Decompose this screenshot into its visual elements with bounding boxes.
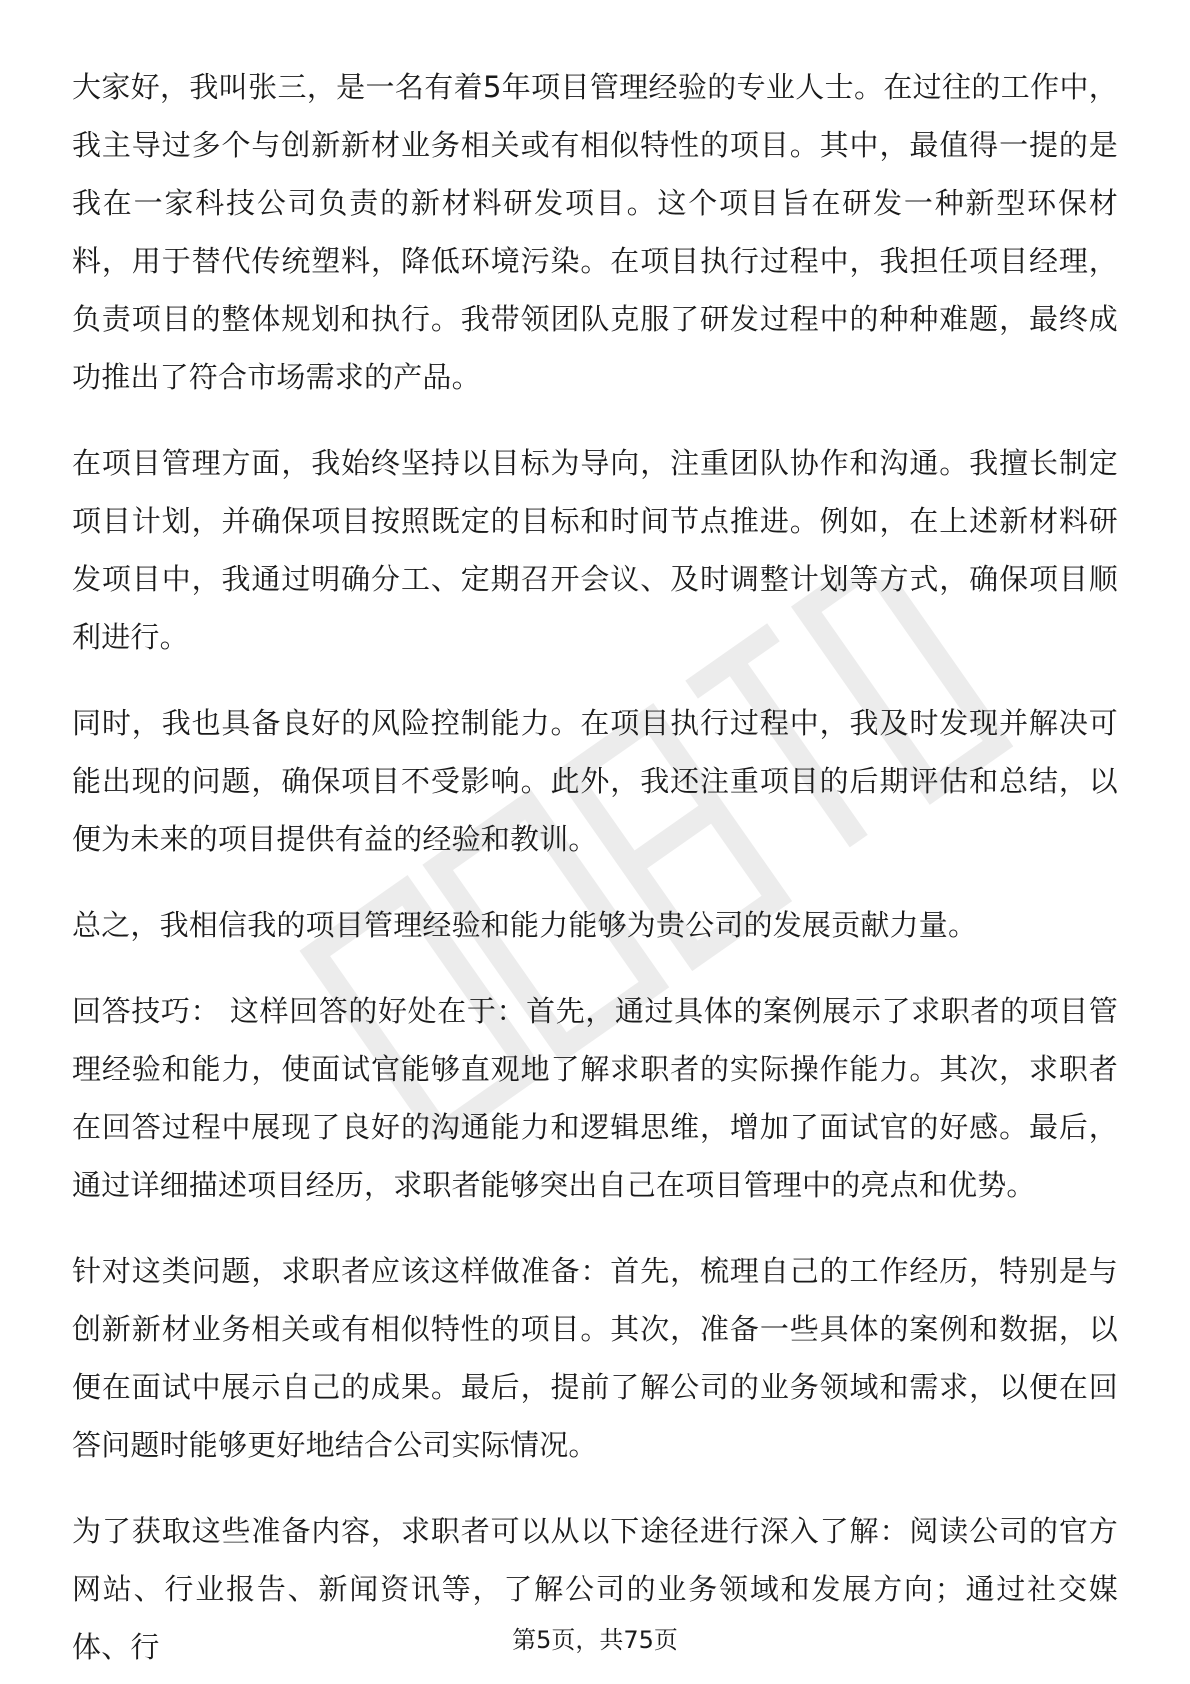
paragraph-intro: 大家好，我叫张三，是一名有着5年项目管理经验的专业人士。在过往的工作中，我主导过多个与创新新材业务相关或有相似特性的项目。其中，最值得一提的是我在一家科技公司负责的新材料研发项目。这个项目旨在研发一种新型环保材料，用于替代传统塑料，降低环境污染。在项目执行过程中，我担任项目经理，负责项目的整体规划和执行。我带领团队克服了研发过程中的种种难题，最终成功推出了符合市场需求的产品。 xyxy=(72,70,1118,394)
paragraph-sources: 为了获取这些准备内容，求职者可以从以下途径进行深入了解：阅读公司的官方网站、行业报告、新闻资讯等，了解公司的业务领域和发展方向；通过社交媒体、行 xyxy=(72,1514,1118,1664)
page-number: 第5页，共75页 xyxy=(512,1626,678,1654)
document-body xyxy=(72,58,1118,1676)
paragraph-answer-tips: 回答技巧： 这样回答的好处在于：首先，通过具体的案例展示了求职者的项目管理经验和能力，使面试官能够直观地了解求职者的实际操作能力。其次，求职者在回答过程中展现了良好的沟通能力和逻辑思维，增加了面试官的好感。最后，通过详细描述项目经历，求职者能够突出自己在项目管理中的亮点和优势。 xyxy=(72,994,1118,1202)
paragraph-management: 在项目管理方面，我始终坚持以目标为导向，注重团队协作和沟通。我擅长制定项目计划，并确保项目按照既定的目标和时间节点推进。例如，在上述新材料研发项目中，我通过明确分工、定期召开会议、及时调整计划等方式，确保项目顺利进行。 xyxy=(72,446,1118,654)
paragraph-preparation: 针对这类问题，求职者应该这样做准备：首先，梳理自己的工作经历，特别是与创新新材业务相关或有相似特性的项目。其次，准备一些具体的案例和数据，以便在面试中展示自己的成果。最后，提前了解公司的业务领域和需求，以便在回答问题时能够更好地结合公司实际情况。 xyxy=(72,1254,1118,1462)
paragraph-risk-control: 同时，我也具备良好的风险控制能力。在项目执行过程中，我及时发现并解决可能出现的问题，确保项目不受影响。此外，我还注重项目的后期评估和总结，以便为未来的项目提供有益的经验和教训。 xyxy=(72,706,1118,856)
paragraph-conclusion: 总之，我相信我的项目管理经验和能力能够为贵公司的发展贡献力量。 xyxy=(72,908,978,942)
